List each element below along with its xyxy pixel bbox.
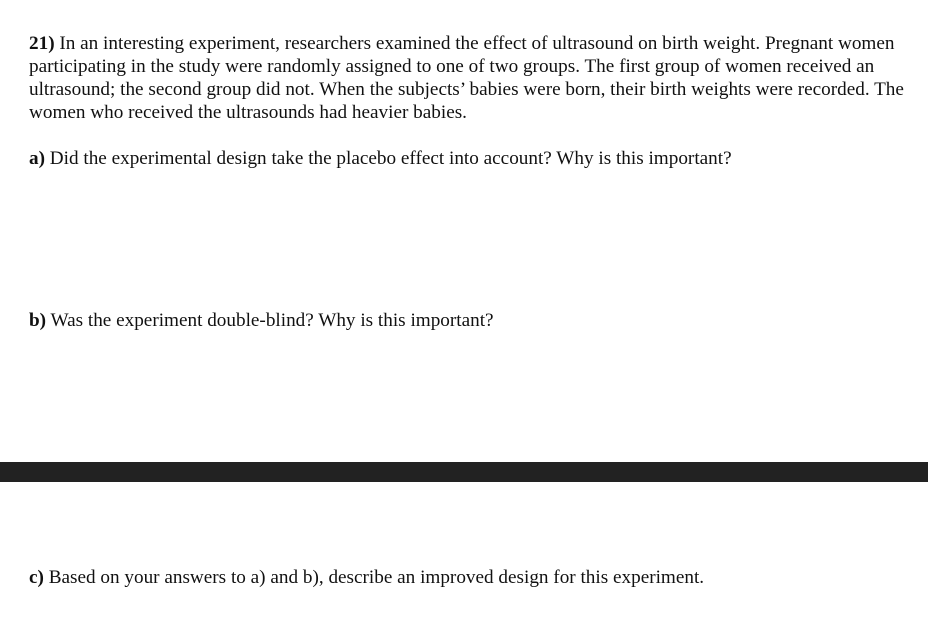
question-a bbox=[29, 147, 732, 170]
problem-number: 21) bbox=[29, 33, 55, 54]
problem-text: In an interesting experiment, researchers examined the effect of ultrasound on birth weight. Pregnant women participating in the study were randomly assigned to one of two groups. The first group of women received an ultrasound; the second group did not. When the subjects’ babies were born, their birth weights were recorded. The women who received the ultrasounds had heavier babies. bbox=[29, 33, 904, 123]
page-divider-bar bbox=[0, 462, 928, 482]
page-bottom-section bbox=[0, 482, 928, 628]
question-c-text: Based on your answers to a) and b), describe an improved design for this experiment. bbox=[48, 567, 705, 588]
question-b bbox=[29, 309, 494, 332]
question-c bbox=[29, 566, 704, 589]
problem-statement bbox=[29, 32, 919, 124]
question-a-text: Did the experimental design take the placebo effect into account? Why is this important? bbox=[49, 148, 732, 169]
question-c-label: c) bbox=[29, 567, 44, 588]
question-a-label: a) bbox=[29, 148, 45, 169]
question-b-label: b) bbox=[29, 310, 47, 331]
question-b-text: Was the experiment double-blind? Why is this important? bbox=[50, 310, 494, 331]
